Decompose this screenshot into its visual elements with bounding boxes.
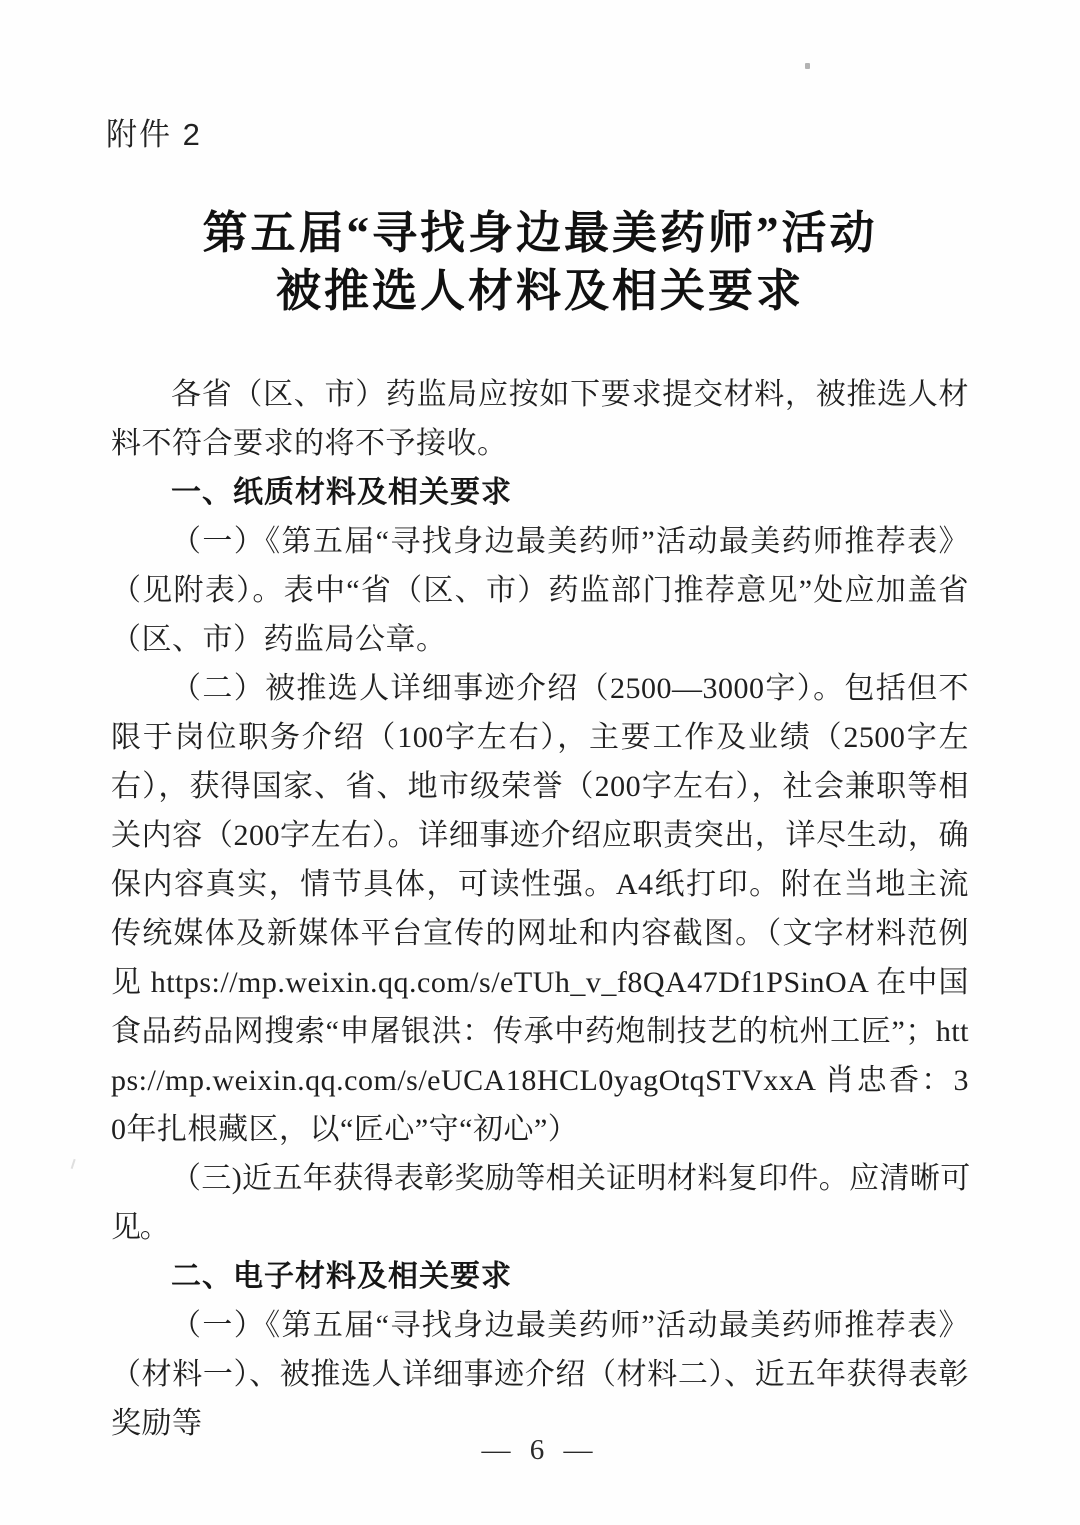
page-number: — 6 —	[481, 1434, 599, 1466]
paragraph-item-2: （二）被推选人详细事迹介绍（2500—3000字）。包括但不限于岗位职务介绍（100字左右），主要工作及业绩（2500字左右），获得国家、省、地市级荣誉（200字左右），社会兼职等相关内容（200字左右）。详细事迹介绍应职责突出，详尽生动，确保内容真实，情节具体，可读性强。A4纸打印。附在当地主流传统媒体及新媒体平台宣传的网址和内容截图。（文字材料范例见 https://mp.weixin.qq.com/s/eTUh_v_f8QA47Df1PSinOA 在中国食品药品网搜索“申屠银洪：传承中药炮制技艺的杭州工匠”；https://mp.weixin.qq.com/s/eUCA18HCL0yagOtqSTVxxA 肖忠香：30年扎根藏区，以“匠心”守“初心”）	[111, 672, 969, 1146]
document-body	[111, 370, 969, 1448]
paragraph-item-3: （三)近五年获得表彰奖励等相关证明材料复印件。应清晰可见。	[111, 1162, 969, 1244]
document-title	[90, 204, 990, 320]
paragraph-item-1: （一）《第五届“寻找身边最美药师”活动最美药师推荐表》（见附表）。表中“省（区、市）药监部门推荐意见”处应加盖省（区、市）药监局公章。	[111, 525, 969, 656]
section-heading-electronic-materials: 二、电子材料及相关要求	[171, 1260, 512, 1293]
scan-artifact-mark	[71, 1159, 83, 1171]
document-title-line1: 第五届“寻找身边最美药师”活动	[202, 208, 878, 258]
scan-artifact-dot	[805, 63, 810, 69]
section-heading-paper-materials: 一、纸质材料及相关要求	[171, 476, 512, 509]
document-title-line2: 被推选人材料及相关要求	[275, 266, 804, 316]
paragraph-item-4: （一）《第五届“寻找身边最美药师”活动最美药师推荐表》（材料一）、被推选人详细事迹介绍（材料二）、近五年获得表彰奖励等	[111, 1309, 969, 1440]
paragraph-intro: 各省（区、市）药监局应按如下要求提交材料，被推选人材料不符合要求的将不予接收。	[111, 378, 969, 460]
attachment-label: 附件 2	[106, 117, 202, 152]
